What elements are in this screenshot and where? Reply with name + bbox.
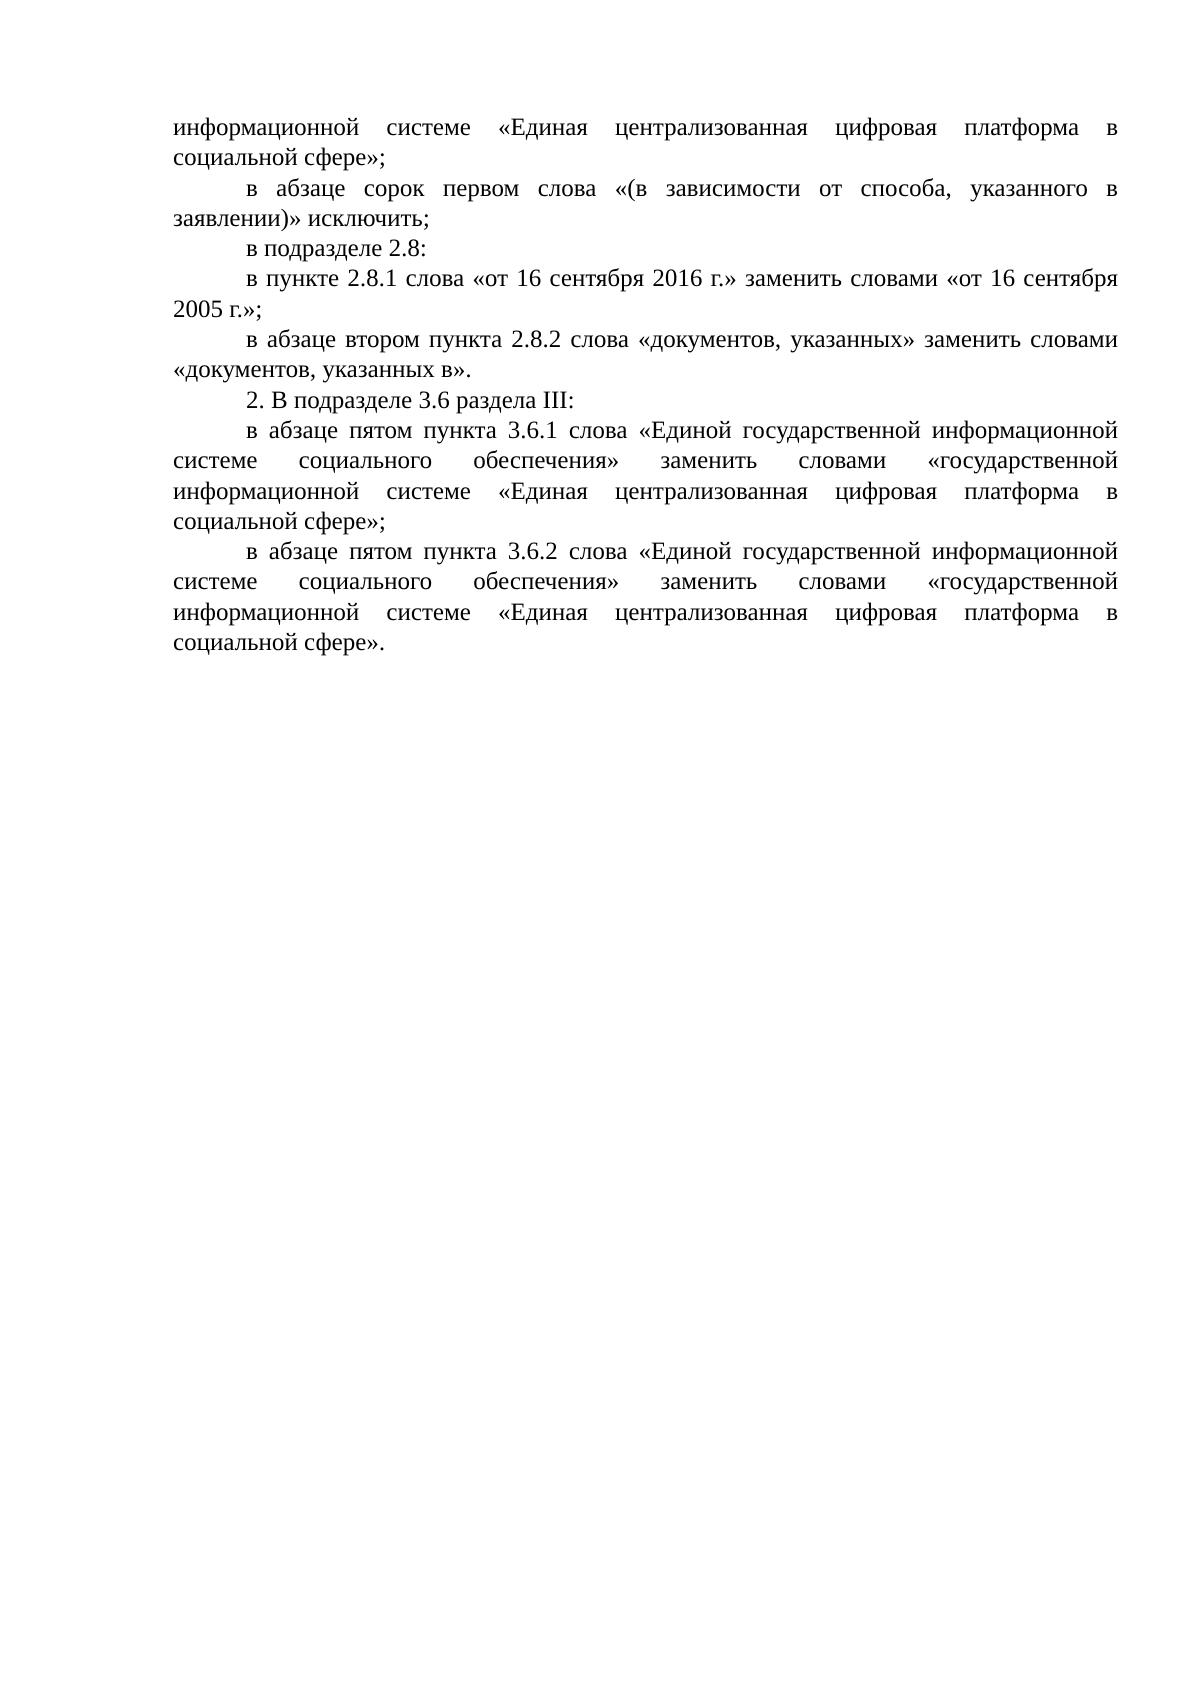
paragraph-abzac-41: в абзаце сорок первом слова «(в зависимости от способа, указанного в заявлении)» исключить;: [173, 174, 1118, 232]
paragraph-continuation: информационной системе «Единая централизованная цифровая платформа в социальной сфере»;: [173, 114, 1118, 172]
paragraph-item-2: 2. В подразделе 3.6 раздела III:: [246, 386, 575, 414]
document-body: [173, 113, 1118, 658]
paragraph-point-3-6-2: в абзаце пятом пункта 3.6.2 слова «Единой государственной информационной системе социального обеспечения» заменить словами «государственной информационной системе «Единая централизованная цифровая платформа в социальной сфере».: [173, 538, 1118, 657]
paragraph-point-2-8-2: в абзаце втором пункта 2.8.2 слова «документов, указанных» заменить словами «документов, указанных в».: [173, 326, 1118, 384]
paragraph-point-2-8-1: в пункте 2.8.1 слова «от 16 сентября 2016 г.» заменить словами «от 16 сентября 2005 г.»;: [173, 265, 1118, 323]
paragraph-subsection-2-8: в подразделе 2.8:: [246, 235, 427, 263]
paragraph-point-3-6-1: в абзаце пятом пункта 3.6.1 слова «Единой государственной информационной системе социального обеспечения» заменить словами «государственной информационной системе «Единая централизованная цифровая платформа в социальной сфере»;: [173, 416, 1118, 535]
